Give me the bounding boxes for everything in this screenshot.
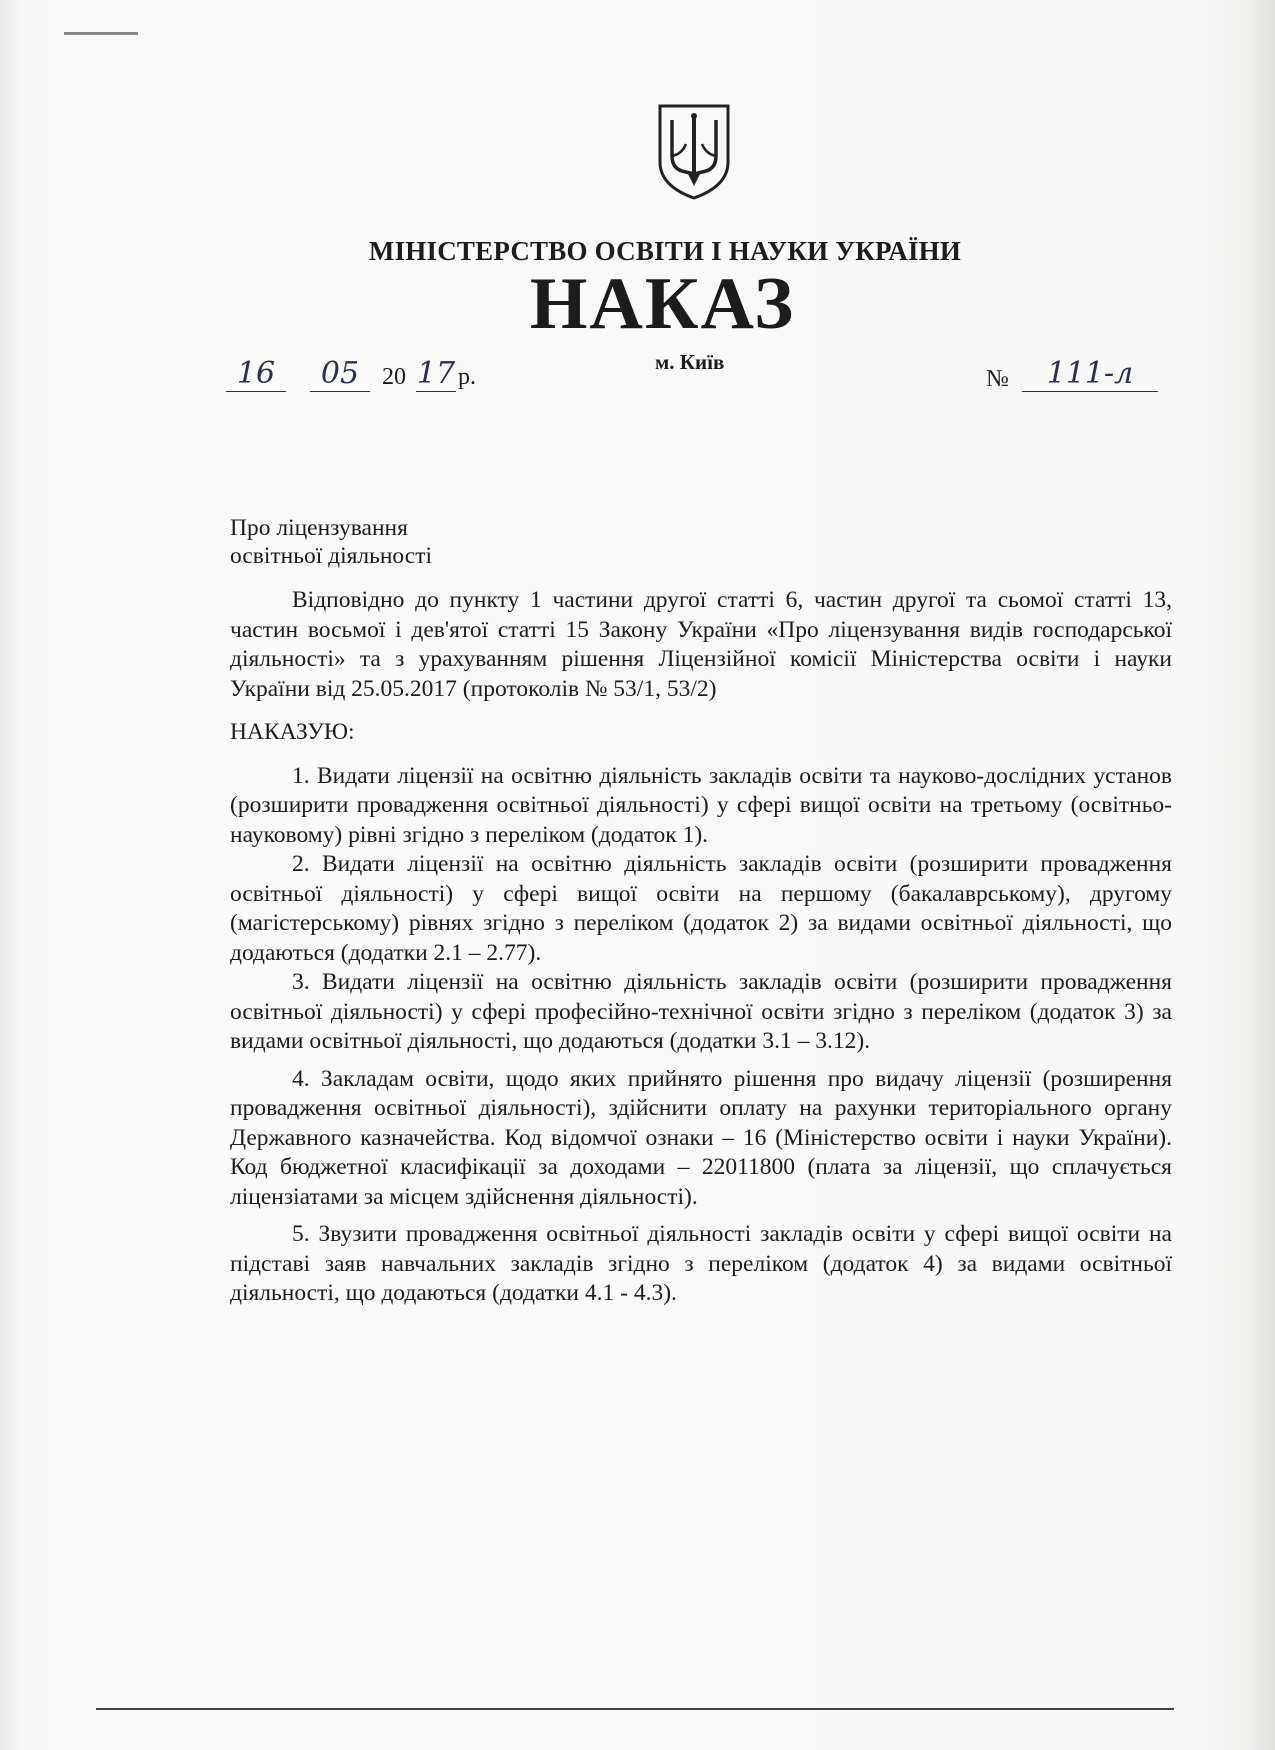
order-subject [230,514,432,570]
trident-coat-of-arms-icon [656,104,732,200]
order-item-1: 1. Видати ліцензії на освітню діяльність закладів освіти та науково-дослідних установ (розширити провадження освітньої діяльності) у сфері вищої освіти на третьому (освітньо-науковому) рівні згідно з переліком (додаток 1). [230,762,1172,848]
order-body [230,586,1172,1309]
top-mark [64,32,138,35]
date-year: 17 [416,356,456,391]
subject-line-1: Про ліцензування [230,515,408,541]
document-type-title: НАКАЗ [529,263,796,345]
order-item-2: 2. Видати ліцензії на освітню діяльність закладів освіти (розширити провадження освітньої діяльності) у сфері вищої освіти на першому (бакалаврському), другому (магістерському) рівнях згідно з переліком (додаток 2) за видами освітньої діяльності, що додаються (додатки 2.1 – 2.77). [230,851,1172,966]
ministry-name: МІНІСТЕРСТВО ОСВІТИ І НАУКИ УКРАЇНИ [368,236,962,266]
order-date [226,356,506,400]
footer-rule [96,1708,1174,1710]
number-value: 111-л [1022,356,1158,392]
number-sign: № [986,366,1009,392]
date-suffix: р. [458,364,476,390]
subject-line-2: освітньої діяльності [230,543,432,569]
order-word: НАКАЗУЮ: [230,719,355,745]
order-item-5: 5. Звузити провадження освітньої діяльності закладів освіти у сфері вищої освіти на підставі заяв навчальних закладів згідно з переліком (додаток 4) за видами освітньої діяльності, що додаються (додатки 4.1 - 4.3). [230,1221,1172,1306]
order-item-4: 4. Закладам освіти, щодо яких прийнято рішення про видачу ліцензії (розширення провадження освітньої діяльності), здійснити оплату на рахунки територіального органу Державного казначейства. Код відомчої ознаки – 16 (Міністерство освіти і науки України). Код бюджетної класифікації за доходами – 22011800 (плата за ліцензії, що сплачується ліцензіатами за місцем здійснення діяльності). [230,1065,1172,1210]
preamble-paragraph: Відповідно до пункту 1 частини другої статті 6, частин другої та сьомої статті 13, частин восьмої і дев'ятої статті 15 Закону України «Про ліцензування видів господарської діяльності» та з урахуванням рішення Ліцензійної комісії Міністерства освіти і науки України від 25.05.2017 (протоколів № 53/1, 53/2) [230,587,1172,702]
order-number [986,356,1146,400]
scan-edge-shadow [1248,0,1275,1750]
date-month: 05 [310,356,370,392]
city-label: м. Київ [655,350,725,374]
order-item-3: 3. Видати ліцензії на освітню діяльність закладів освіти (розширити провадження освітньої діяльності) у сфері професійно-технічної освіти згідно з переліком (додаток 3) за видами освітньої діяльності, що додаються (додатки 3.1 – 3.12). [230,969,1172,1054]
date-day: 16 [226,356,286,392]
date-century: 20 [382,364,406,390]
